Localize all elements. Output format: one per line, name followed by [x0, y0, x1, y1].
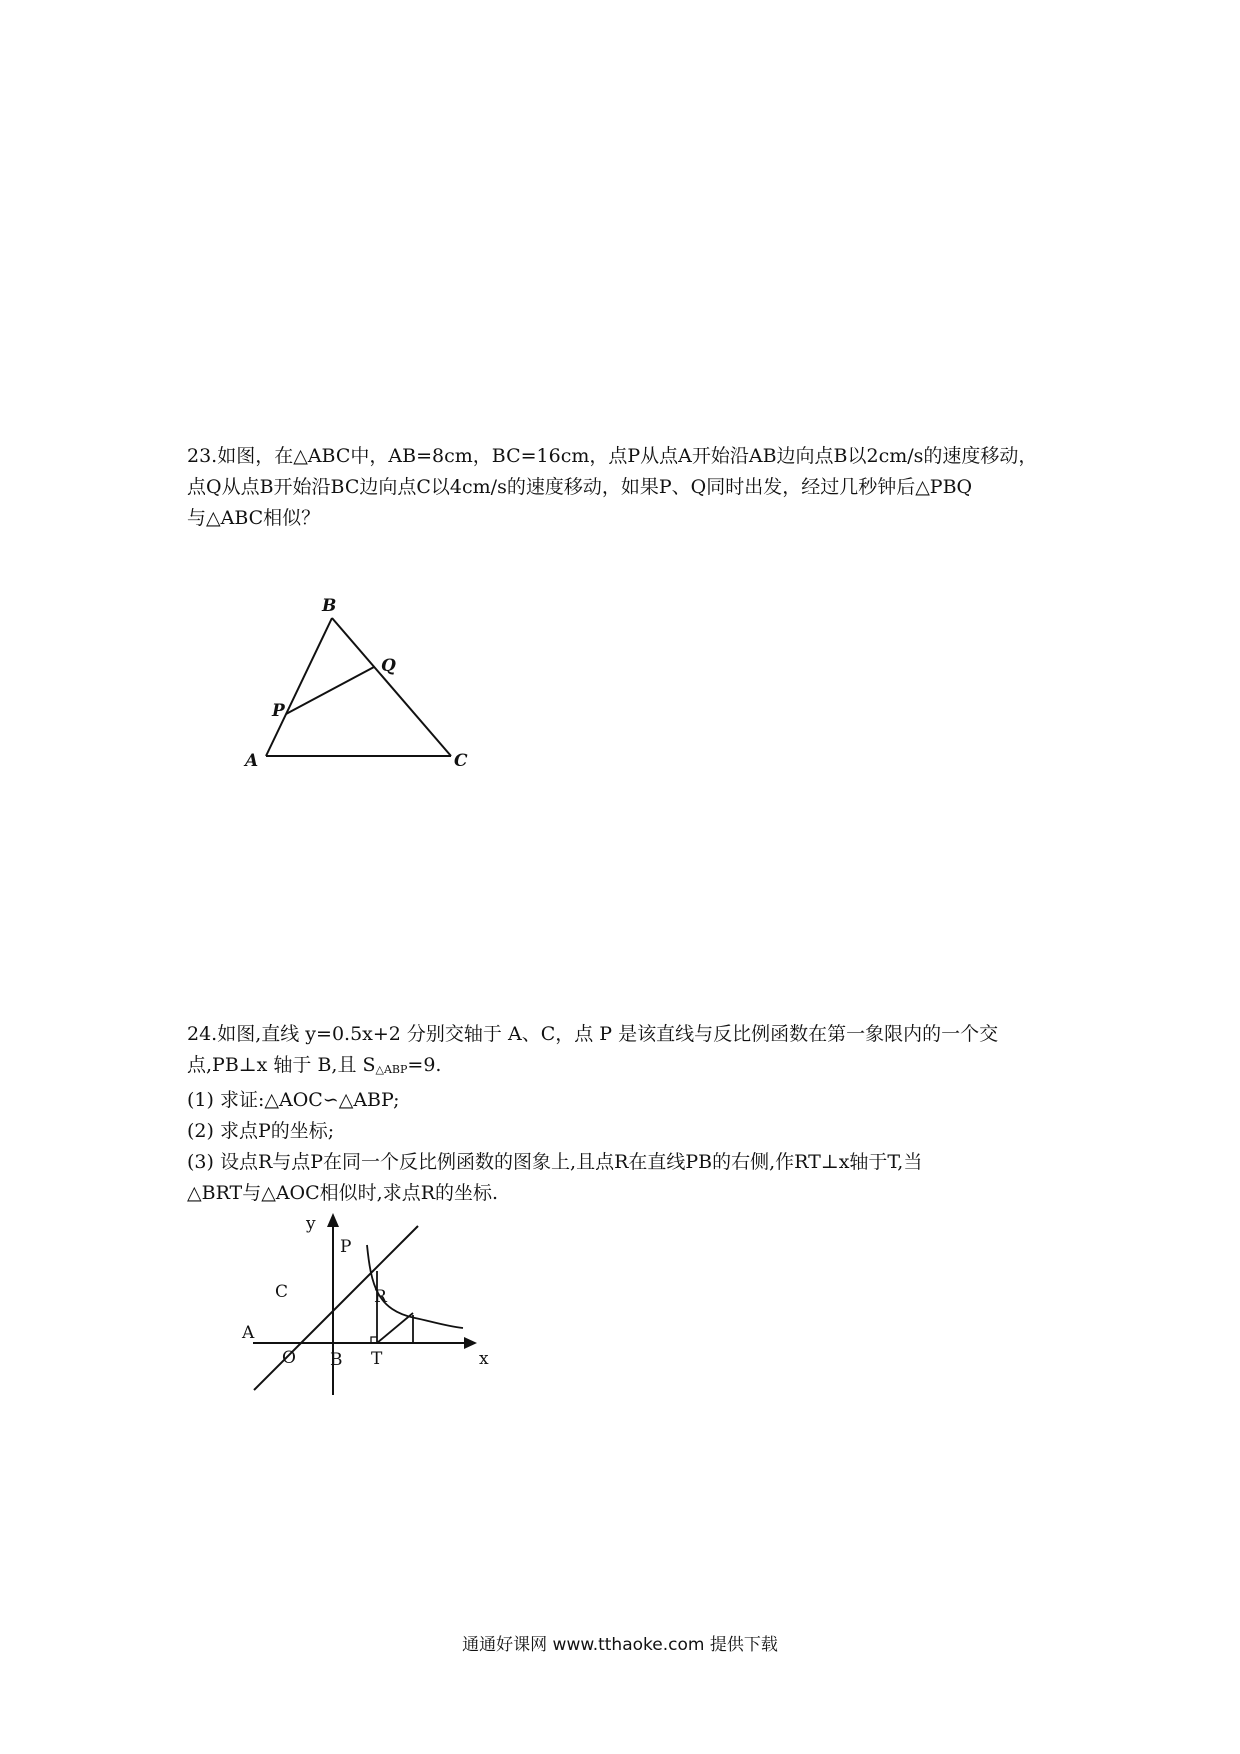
label-b: B	[322, 596, 337, 616]
label-r: R	[374, 1287, 387, 1307]
question-24-text	[187, 1019, 1092, 1209]
q24-coordinate-figure	[242, 1205, 495, 1409]
q23-line-2: 点Q从点B开始沿BC边向点C以4cm/s的速度移动，如果P、Q同时出发，经过几秒钟后△PBQ	[187, 476, 973, 498]
q24-line-5: (3) 设点R与点P在同一个反比例函数的图象上,且点R在直线PB的右侧,作RT⊥x轴于T,当	[187, 1151, 923, 1173]
side-ab	[266, 618, 332, 756]
label-t: T	[371, 1349, 383, 1369]
q24-line-2-subscript: △ABP	[375, 1063, 408, 1076]
q23-triangle-figure	[240, 595, 480, 779]
label-b: B	[330, 1350, 343, 1370]
label-c: C	[454, 751, 468, 771]
q24-line-2-pre: 点,PB⊥x 轴于 B,且 S	[187, 1054, 376, 1076]
q24-line-1: 24.如图,直线 y=0.5x+2 分别交轴于 A、C，点 P 是该直线与反比例函数在第一象限内的一个交	[187, 1023, 999, 1045]
page-footer: 通通好课网 www.tthaoke.com 提供下载	[462, 1635, 778, 1655]
q24-line-6: △BRT与△AOC相似时,求点R的坐标.	[187, 1182, 499, 1204]
y-axis-arrow-icon	[327, 1213, 339, 1227]
q24-line-4: (2) 求点P的坐标;	[187, 1120, 335, 1142]
segment-pq	[286, 667, 374, 714]
q24-coordinate-svg	[242, 1205, 495, 1405]
question-23-text	[187, 441, 1092, 534]
label-a: A	[245, 751, 259, 771]
label-c: C	[275, 1282, 289, 1302]
q24-line-3: (1) 求证:△AOC∽△ABP;	[187, 1089, 400, 1111]
q24-line-2	[187, 1050, 1092, 1085]
q23-triangle-svg	[240, 595, 480, 775]
label-q: Q	[381, 656, 396, 676]
label-p: P	[340, 1237, 352, 1257]
label-a: A	[242, 1323, 255, 1343]
q23-line-3: 与△ABC相似？	[187, 507, 321, 529]
x-axis-arrow-icon	[464, 1337, 477, 1349]
label-x: x	[479, 1349, 489, 1369]
segment-br	[377, 1313, 413, 1343]
label-p: P	[272, 701, 285, 721]
q24-line-2-post: =9.	[407, 1054, 442, 1076]
q23-line-1: 23.如图，在△ABC中，AB=8cm，BC=16cm，点P从点A开始沿AB边向点B以2cm/s的速度移动，	[187, 445, 1038, 467]
label-y: y	[306, 1214, 316, 1234]
label-o: O	[282, 1348, 296, 1368]
side-bc	[332, 618, 451, 756]
